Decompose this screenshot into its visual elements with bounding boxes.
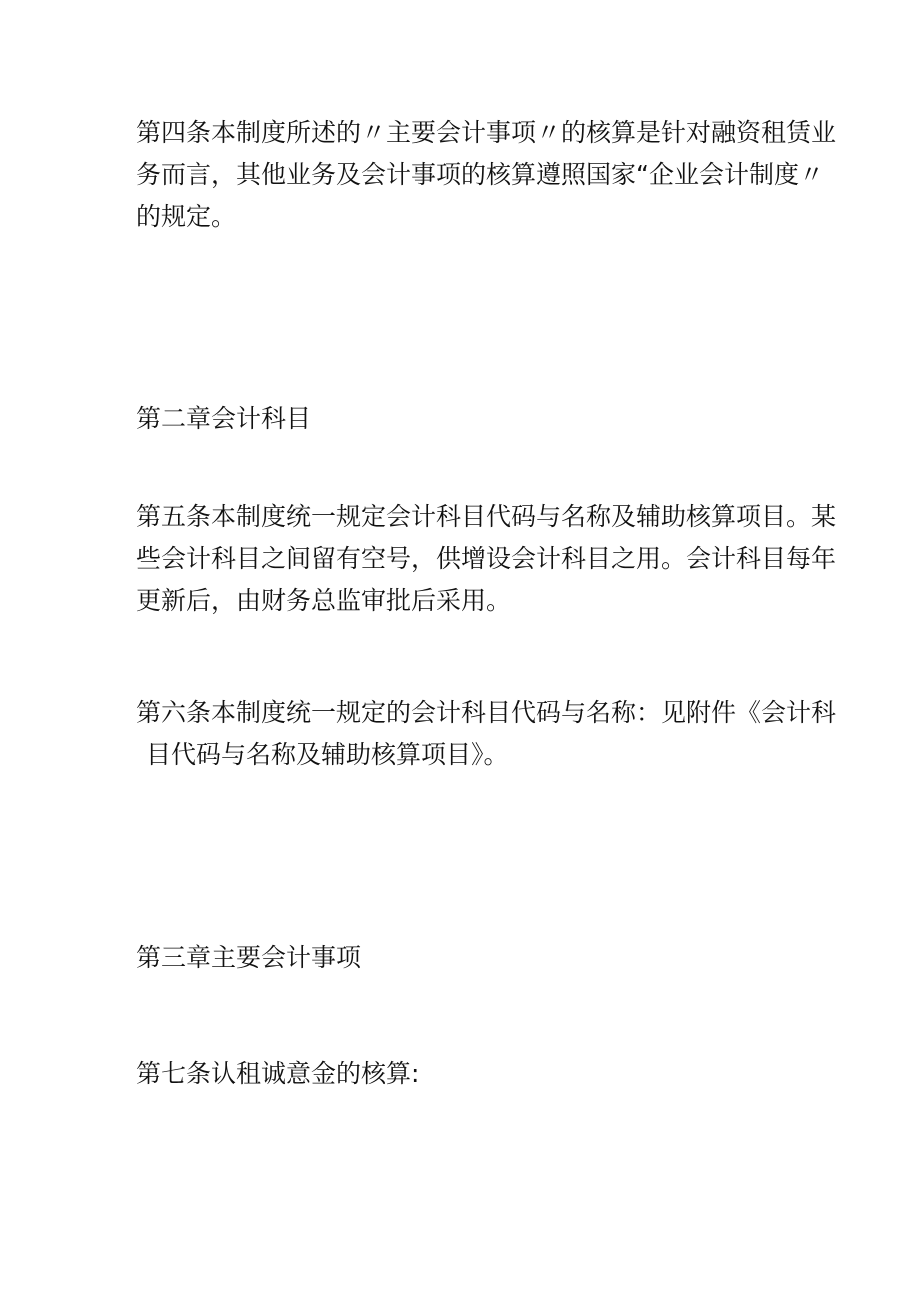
text-line: 目代码与名称及辅助核算项目》。: [146, 740, 509, 769]
text-line: 的规定。: [136, 202, 237, 231]
text-line: 第四条本制度所述的〃主要会计事项〃的核算是针对融资租赁业: [136, 118, 837, 147]
text-line: 第五条本制度统一规定会计科目代码与名称及辅助核算项目。某: [136, 502, 837, 531]
article-4-paragraph: [136, 112, 837, 238]
text-line: 些会计科目之间留有空号，供增设会计科目之用。会计科目每年: [136, 544, 837, 573]
text-line: 务而言，其他业务及会计事项的核算遵照国家“企业会计制度〃: [136, 160, 824, 189]
article-title: 第七条认租诚意金的核算:: [136, 1059, 420, 1088]
text-line: 第六条本制度统一规定的会计科目代码与名称：见附件《会计科: [136, 698, 837, 727]
chapter-title: 第二章会计科目: [136, 404, 312, 433]
article-6-paragraph: [136, 692, 837, 776]
article-7-paragraph: [136, 1053, 788, 1095]
chapter-3-heading: [136, 937, 788, 979]
article-5-paragraph: [136, 496, 837, 622]
chapter-title: 第三章主要会计事项: [136, 943, 362, 972]
chapter-2-heading: [136, 398, 788, 440]
text-line: 更新后，由财务总监审批后采用。: [136, 586, 512, 615]
